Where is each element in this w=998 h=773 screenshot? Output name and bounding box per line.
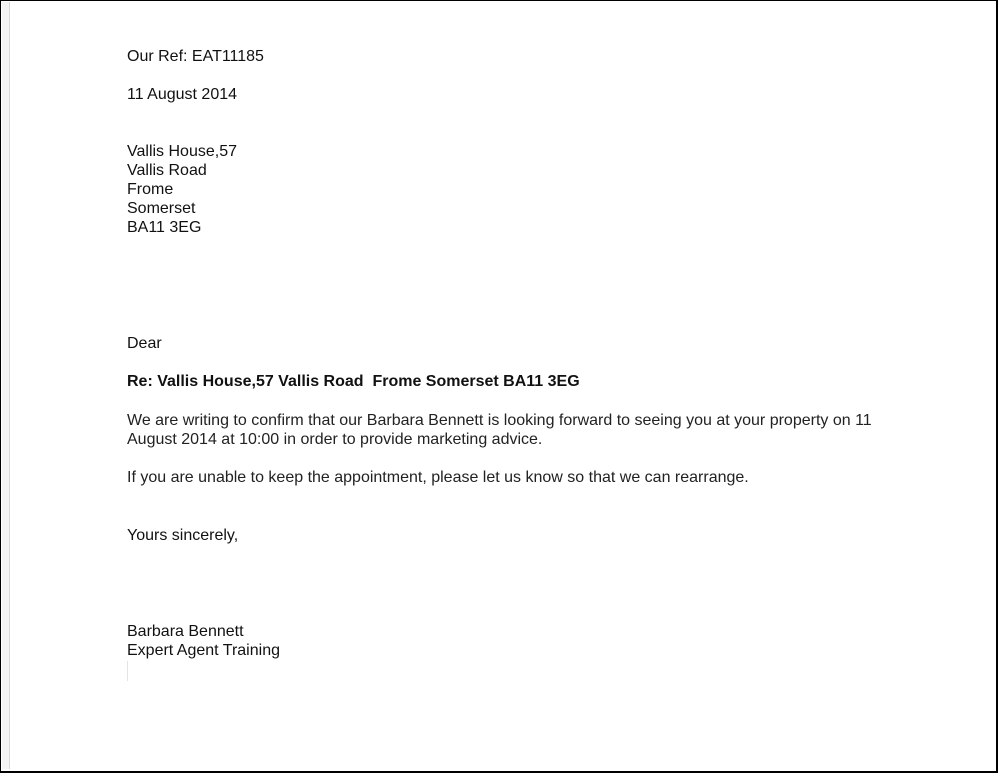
salutation: Dear [127, 335, 162, 352]
left-margin-gutter [2, 2, 10, 769]
body-paragraph: We are writing to confirm that our Barbara Bennett is looking forward to seeing you at your property on 11 August 2014 at 10:00 in order to provide marketing advice. [127, 412, 872, 448]
reference-line: Our Ref: EAT11185 [127, 48, 264, 65]
letter-date: 11 August 2014 [127, 86, 238, 103]
closing: Yours sincerely, [127, 527, 239, 544]
address-line: Somerset [127, 200, 196, 217]
address-line: Frome [127, 181, 174, 198]
text-cursor [127, 661, 128, 681]
address-line: BA11 3EG [127, 219, 202, 236]
subject-line: Re: Vallis House,57 Vallis Road Frome Somerset BA11 3EG [127, 373, 580, 390]
address-line: Vallis House,57 [127, 143, 237, 160]
signature-name: Barbara Bennett [127, 623, 244, 640]
address-line: Vallis Road [127, 162, 207, 179]
body-paragraph: If you are unable to keep the appointment, please let us know so that we can rearrange. [127, 469, 749, 486]
signature-company: Expert Agent Training [127, 642, 280, 659]
